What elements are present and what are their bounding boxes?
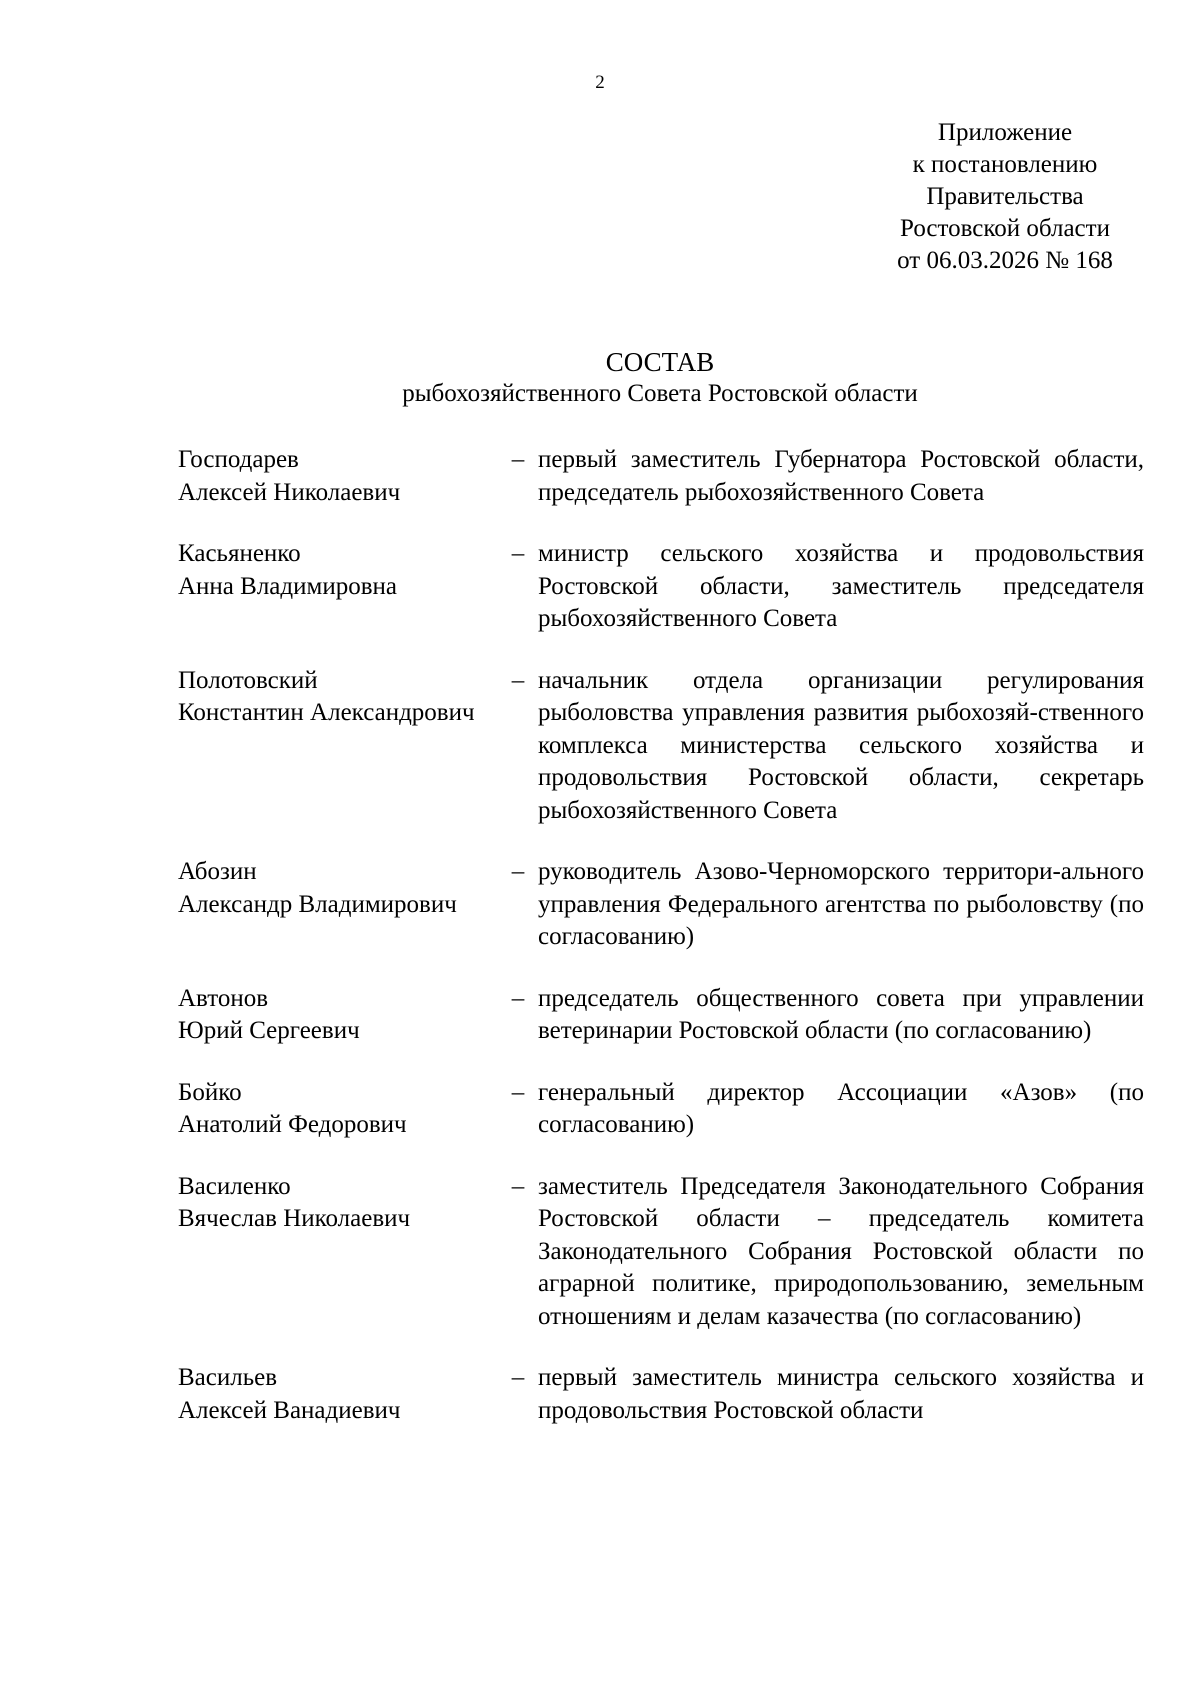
member-role: руководитель Азово-Черноморского территори-ального управления Федерального агентства по рыболовству (по согласованию) [538, 858, 1144, 950]
member-surname: Васильев [178, 1364, 278, 1391]
member-surname: Автонов [178, 984, 269, 1012]
member-name [178, 856, 498, 921]
member-row [178, 983, 1144, 1048]
member-given-names: Вячеслав Николаевич [178, 1205, 411, 1232]
member-row [178, 665, 1144, 828]
member-role: первый заместитель министра сельского хозяйства и продовольствия Ростовской области [538, 1364, 1144, 1424]
member-given-names: Анна Владимировна [178, 572, 397, 600]
member-surname: Бойко [178, 1078, 242, 1106]
appendix-line: Приложение [937, 119, 1073, 146]
member-row [178, 538, 1144, 636]
dash: – [511, 666, 525, 694]
page-number: 2 [595, 72, 605, 93]
member-name [178, 983, 498, 1048]
member-surname: Полотовский [178, 666, 318, 694]
member-name [178, 1077, 498, 1142]
member-row [178, 1171, 1144, 1334]
member-name [178, 1362, 498, 1427]
member-role: первый заместитель Губернатора Ростовской области, председатель рыбохозяйственного Совета [538, 446, 1144, 506]
member-surname: Господарев [178, 446, 299, 473]
document-subtitle: рыбохозяйственного Совета Ростовской области [402, 380, 918, 407]
member-row [178, 1077, 1144, 1142]
member-given-names: Юрий Сергеевич [178, 1017, 360, 1044]
document-title: СОСТАВ [605, 347, 715, 377]
appendix-header [840, 117, 1170, 277]
appendix-line: от 06.03.2026 № 168 [897, 247, 1113, 274]
dash: – [511, 1364, 525, 1391]
appendix-line: Правительства [926, 183, 1084, 210]
dash: – [511, 984, 525, 1012]
member-given-names: Алексей Николаевич [178, 478, 401, 506]
member-given-names: Анатолий Федорович [178, 1111, 407, 1138]
member-name [178, 538, 498, 603]
member-surname: Василенко [178, 1172, 291, 1200]
dash: – [511, 540, 525, 567]
title-block [0, 346, 1200, 410]
member-row [178, 444, 1144, 509]
member-role: начальник отдела организации регулирования рыболовства управления развития рыбохозяй-ственного комплекса министерства сельского хозяйства и продовольствия Ростовской области, секретарь рыбохозяйственного Совета [538, 666, 1144, 824]
member-given-names: Алексей Ванадиевич [178, 1396, 401, 1424]
member-given-names: Александр Владимирович [178, 890, 457, 918]
members-list [178, 444, 1144, 1427]
member-surname: Абозин [178, 858, 257, 885]
dash: – [511, 858, 525, 885]
member-role: председатель общественного совета при управлении ветеринарии Ростовской области (по согласованию) [538, 984, 1144, 1044]
member-role: министр сельского хозяйства и продовольствия Ростовской области, заместитель председателя рыбохозяйственного Совета [538, 540, 1144, 632]
member-role: заместитель Председателя Законодательного Собрания Ростовской области – председатель комитета Законодательного Собрания Ростовской области по аграрной политике, природопользованию, земельным отношениям и делам казачества (по согласованию) [538, 1172, 1144, 1330]
member-row [178, 856, 1144, 954]
appendix-line: Ростовской области [900, 215, 1110, 242]
member-role: генеральный директор Ассоциации «Азов» (по согласованию) [538, 1078, 1144, 1138]
member-name [178, 444, 498, 509]
member-surname: Касьяненко [178, 540, 301, 567]
appendix-line: к постановлению [912, 151, 1098, 178]
member-row [178, 1362, 1144, 1427]
member-name [178, 665, 498, 730]
member-name [178, 1171, 498, 1236]
dash: – [511, 446, 525, 473]
dash: – [511, 1172, 525, 1200]
member-given-names: Константин Александрович [178, 699, 475, 726]
dash: – [511, 1078, 525, 1106]
